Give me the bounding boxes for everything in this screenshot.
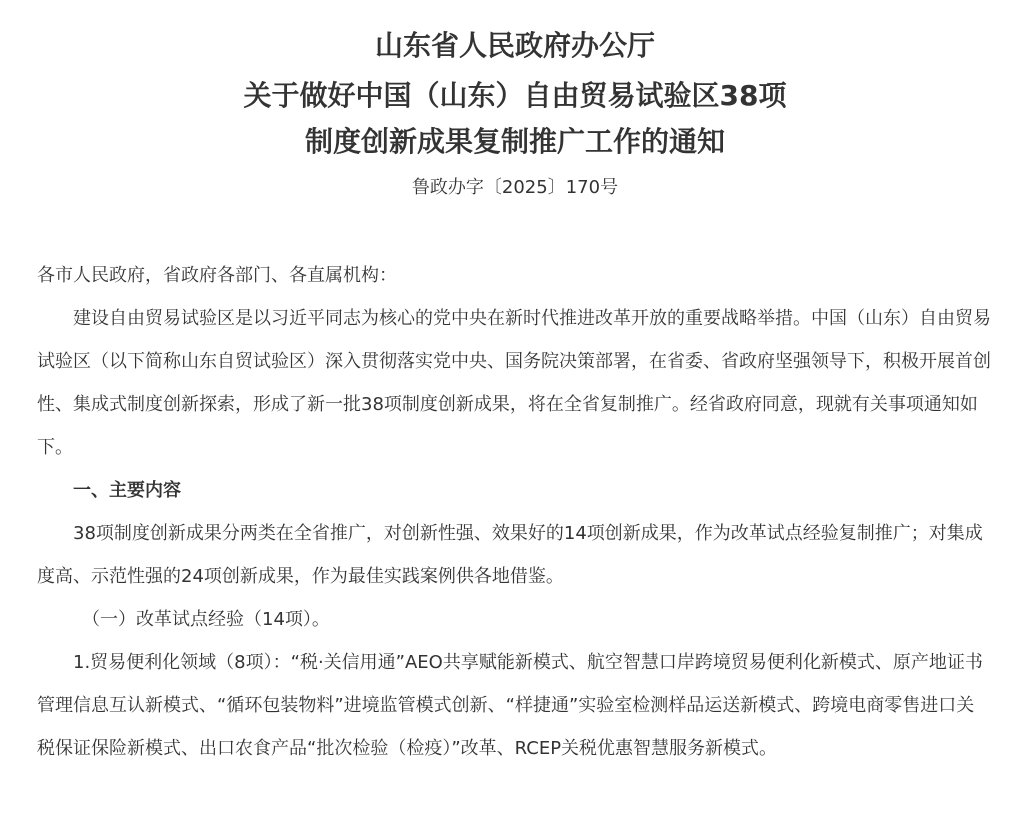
document-title-line-2: 关于做好中国（山东）自由贸易试验区38项	[243, 79, 787, 112]
document-number: 鲁政办字〔2025〕170号	[411, 177, 619, 198]
document-title-line-1: 山东省人民政府办公厅	[374, 29, 655, 62]
trade-facilitation-paragraph: 1.贸易便利化领域（8项）：“税·关信用通”AEO共享赋能新模式、航空智慧口岸跨境贸易便利化新模式、原产地证书管理信息互认新模式、“循环包装物料”进境监管模式创新、“样捷通”实验室检测样品运送新模式、跨境电商零售进口关税保证保险新模式、出口农食产品“批次检验（检疫）”改革、RCEP关税优惠智慧服务新模式。	[37, 652, 983, 759]
subsection-heading-reform-pilot: （一）改革试点经验（14项）。	[82, 609, 330, 630]
salutation: 各市人民政府，省政府各部门、各直属机构：	[37, 265, 397, 286]
section-heading-main-content: 一、主要内容	[73, 480, 181, 501]
intro-paragraph: 建设自由贸易试验区是以习近平同志为核心的党中央在新时代推进改革开放的重要战略举措。中国（山东）自由贸易试验区（以下简称山东自贸试验区）深入贯彻落实党中央、国务院决策部署，在省委、省政府坚强领导下，积极开展首创性、集成式制度创新探索，形成了新一批38项制度创新成果，将在全省复制推广。经省政府同意，现就有关事项通知如下。	[37, 308, 991, 458]
document-body	[37, 254, 992, 770]
main-content-paragraph: 38项制度创新成果分两类在全省推广，对创新性强、效果好的14项创新成果，作为改革试点经验复制推广；对集成度高、示范性强的24项创新成果，作为最佳实践案例供各地借鉴。	[37, 523, 983, 587]
document-title-line-3: 制度创新成果复制推广工作的通知	[304, 125, 725, 158]
